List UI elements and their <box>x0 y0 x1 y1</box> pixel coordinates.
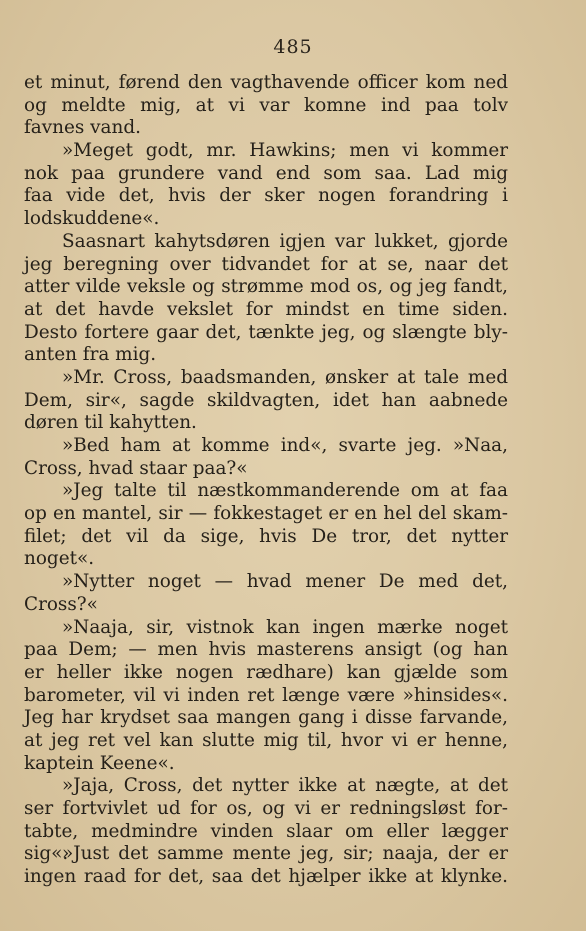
text-line: Desto fortere gaar det, tænkte jeg, og slængte bly- <box>24 321 508 343</box>
text-line: »Just det samme mente jeg, sir; naaja, der er <box>62 843 508 865</box>
text-line: døren til kahytten. <box>24 412 197 434</box>
text-line: »Jeg talte til næstkommanderende om at faa <box>62 480 508 502</box>
text-line: kaptein Keene«. <box>24 752 175 774</box>
text-line: »Meget godt, mr. Hawkins; men vi kommer <box>62 140 508 162</box>
text-line: barometer, vil vi inden ret længe være »hinsides«. <box>24 684 508 706</box>
text-line: er heller ikke nogen rædhare) kan gjælde som <box>24 661 508 683</box>
text-line: »Bed ham at komme ind«, svarte jeg. »Naa, <box>62 435 508 456</box>
text-line: paa Dem; — men hvis masterens ansigt (og han <box>24 639 508 661</box>
text-line: Jeg har krydset saa mangen gang i disse farvande, <box>24 707 508 729</box>
text-line: noget«. <box>24 548 95 570</box>
text-line: Cross, hvad staar paa?« <box>24 457 248 479</box>
text-line: Dem, sir«, sagde skildvagten, idet han aabnede <box>24 389 508 411</box>
body-text <box>24 72 508 889</box>
text-line: tabte, medmindre vinden slaar om eller lægger sig«. <box>24 820 508 865</box>
page-number: 485 <box>273 36 313 58</box>
text-line: »Jaja, Cross, det nytter ikke at nægte, at det <box>62 775 508 797</box>
text-line: »Nytter noget — hvad mener De med det, <box>62 571 508 593</box>
text-line: favnes vand. <box>24 117 141 139</box>
text-line: jeg beregning over tidvandet for at se, naar det <box>24 253 508 275</box>
text-line: lodskuddene«. <box>24 208 160 230</box>
text-line: anten fra mig. <box>24 344 157 366</box>
text-line: Cross?« <box>24 593 98 615</box>
text-line: et minut, førend den vagthavende officer kom ned <box>24 72 508 93</box>
text-line: at jeg ret vel kan slutte mig til, hvor vi er henne, <box>24 729 508 751</box>
text-line: faa vide det, hvis der sker nogen forandring i <box>24 185 508 207</box>
text-line: nok paa grundere vand end som saa. Lad mig <box>24 162 508 184</box>
text-line: »Mr. Cross, baadsmanden, ønsker at tale med <box>62 366 508 388</box>
text-line: at det havde vekslet for mindst en time siden. <box>24 298 508 320</box>
text-line: ingen raad for det, saa det hjælper ikke at klynke. <box>24 866 508 888</box>
text-line: atter vilde veksle og strømme mod os, og jeg fandt, <box>24 276 508 298</box>
text-line: Saasnart kahytsdøren igjen var lukket, gjorde <box>62 230 508 252</box>
text-line: op en mantel, sir — fokkestaget er en hel del skam- <box>24 503 508 525</box>
text-line: filet; det vil da sige, hvis De tror, det nytter <box>24 525 508 547</box>
text-line: ser fortvivlet ud for os, og vi er redningsløst for- <box>24 798 508 819</box>
text-line: »Naaja, sir, vistnok kan ingen mærke noget <box>62 616 508 638</box>
text-line: og meldte mig, at vi var komne ind paa tolv <box>24 94 508 116</box>
